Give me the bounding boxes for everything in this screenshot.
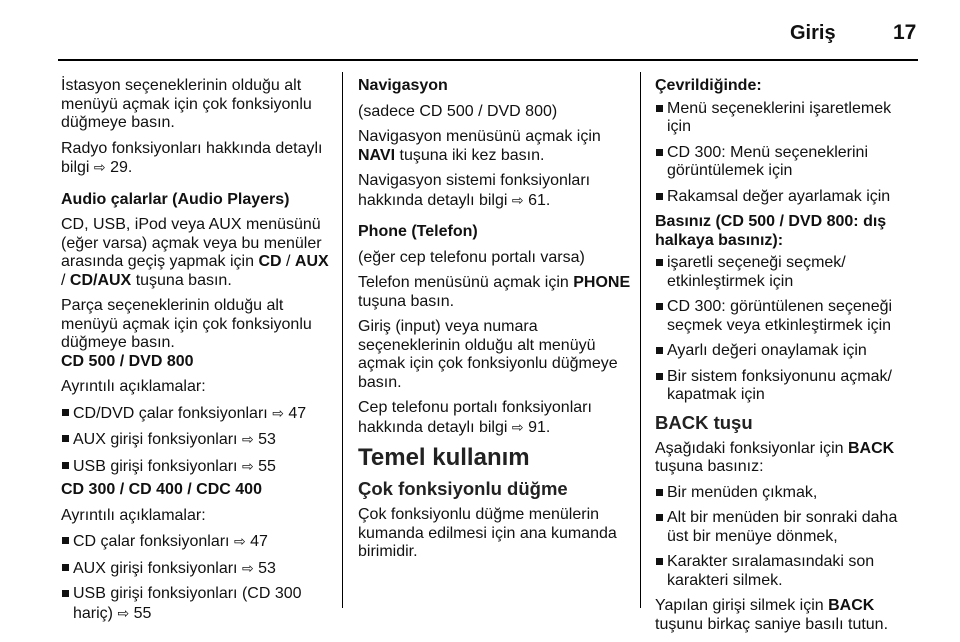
reference-arrow-icon: ⇨	[272, 404, 284, 421]
reference-arrow-icon: ⇨	[241, 559, 254, 576]
section-heading: Navigasyon	[358, 77, 448, 94]
section-heading: Basınız (CD 500 / DVD 800: dış halkaya basınız):	[655, 213, 887, 249]
reference-arrow-icon: ⇨	[511, 418, 524, 435]
paragraph: Ayrıntılı açıklamalar:	[61, 378, 206, 395]
list-item: CD 300: Menü seçeneklerini görüntülemek için	[655, 144, 917, 181]
section-heading: CD 300 / CD 400 / CDC 400	[61, 481, 262, 498]
subsection-heading: BACK tuşu	[655, 411, 753, 433]
column-divider-2	[640, 72, 641, 608]
list-item: AUX girişi fonksiyonları ⇨ 53	[61, 559, 337, 579]
column-divider-1	[342, 72, 343, 608]
paragraph: Yapılan girişi silmek için BACK tuşunu birkaç saniye basılı tutun.	[655, 597, 889, 633]
section-heading: Çevrildiğinde:	[655, 77, 762, 94]
list-item: CD 300: görüntülenen seçeneği seçmek veya etkinleştirmek için	[655, 298, 917, 335]
list-item: USB girişi fonksiyonları ⇨ 55	[61, 457, 337, 477]
column-1	[61, 77, 337, 630]
page-number: 17	[893, 21, 917, 44]
bullet-list	[61, 404, 337, 477]
column-2	[358, 77, 634, 569]
reference-arrow-icon: ⇨	[241, 431, 254, 447]
reference-arrow-icon: ⇨	[241, 457, 254, 474]
paragraph: (eğer cep telefonu portalı varsa)	[358, 248, 585, 266]
paragraph: İstasyon seçeneklerinin olduğu alt menüyü açmak için çok fonksiyonlu düğmeye basın.	[61, 77, 312, 131]
section-heading: Audio çalarlar (Audio Players)	[61, 190, 290, 208]
page-title: Giriş	[790, 22, 836, 44]
page-header	[0, 0, 960, 56]
header-divider	[58, 59, 918, 61]
list-item: AUX girişi fonksiyonları ⇨ 53	[61, 430, 337, 450]
list-item: işaretli seçeneği seçmek/ etkinleştirmek için	[655, 254, 917, 291]
paragraph: Navigasyon menüsünü açmak için NAVI tuşuna iki kez basın.	[358, 128, 601, 164]
section-heading: Phone (Telefon)	[358, 223, 478, 240]
column-3	[655, 77, 917, 641]
list-item: CD çalar fonksiyonları ⇨ 47	[61, 532, 337, 552]
paragraph: Navigasyon sistemi fonksiyonları hakkında detaylı bilgi ⇨ 61.	[358, 172, 591, 209]
list-item: Alt bir menüden bir sonraki daha üst bir menüye dönmek,	[655, 509, 917, 546]
bullet-list	[61, 532, 337, 623]
bullet-list	[655, 100, 917, 207]
paragraph: Ayrıntılı açıklamalar:	[61, 506, 206, 524]
paragraph: Aşağıdaki fonksiyonlar için BACK tuşuna basınız:	[655, 439, 895, 475]
list-item: USB girişi fonksiyonları (CD 300 hariç) ⇨ 55	[61, 585, 337, 623]
subsection-heading: Çok fonksiyonlu düğme	[358, 478, 568, 499]
reference-arrow-icon: ⇨	[117, 604, 130, 621]
paragraph: Parça seçeneklerinin olduğu alt menüyü açmak için çok fonksiyonlu düğmeye basın.	[61, 297, 312, 351]
reference-arrow-icon: ⇨	[233, 533, 246, 549]
paragraph: (sadece CD 500 / DVD 800)	[358, 102, 558, 120]
list-item: Ayarlı değeri onaylamak için	[655, 342, 917, 361]
bullet-list	[655, 254, 917, 405]
list-item: Menü seçeneklerini işaretlemek için	[655, 100, 917, 137]
paragraph: CD, USB, iPod veya AUX menüsünü (eğer varsa) açmak veya bu menüler arasında geçiş yapmak için CD / AUX / CD/AUX tuşuna basın.	[61, 216, 329, 289]
paragraph: Cep telefonu portalı fonksiyonları hakkında detaylı bilgi ⇨ 91.	[358, 399, 592, 436]
reference-arrow-icon: ⇨	[93, 159, 106, 175]
paragraph: Radyo fonksiyonları hakkında detaylı bilgi ⇨ 29.	[61, 139, 323, 176]
list-item: Karakter sıralamasındaki son karakteri silmek.	[655, 553, 917, 590]
list-item: Rakamsal değer ayarlamak için	[655, 188, 917, 207]
reference-arrow-icon: ⇨	[511, 191, 524, 208]
paragraph: Telefon menüsünü açmak için PHONE tuşuna basın.	[358, 274, 631, 310]
list-item: Bir menüden çıkmak,	[655, 484, 917, 503]
paragraph: Giriş (input) veya numara seçeneklerinin olduğu alt menüyü açmak için çok fonksiyonlu düğmeye basın.	[358, 318, 618, 391]
chapter-heading: Temel kullanım	[358, 444, 530, 471]
list-item: Bir sistem fonksiyonunu açmak/ kapatmak için	[655, 368, 917, 405]
list-item: CD/DVD çalar fonksiyonları ⇨ 47	[61, 404, 337, 424]
paragraph: Çok fonksiyonlu düğme menülerin kumanda edilmesi için ana kumanda birimidir.	[358, 506, 617, 560]
section-heading: CD 500 / DVD 800	[61, 352, 194, 370]
bullet-list	[655, 484, 917, 591]
